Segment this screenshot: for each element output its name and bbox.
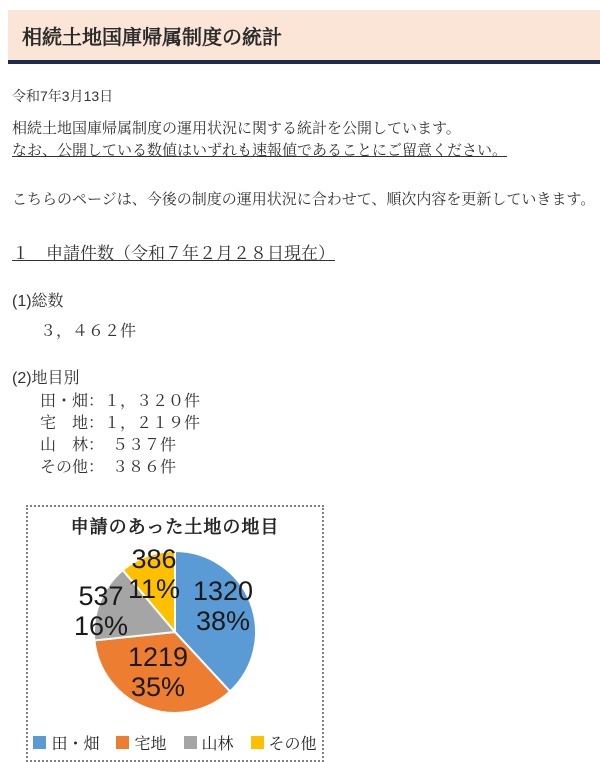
pie-label-value: 1219 <box>127 642 189 672</box>
list-item-other: その他： ３８６件 <box>40 459 177 476</box>
intro-line2-note: なお、公開している数値はいずれも速報値であることにご留意ください。 <box>12 142 508 159</box>
subsection1-label: (1)総数 <box>12 293 64 310</box>
legend-label: その他 <box>268 736 317 753</box>
subsection2-label: (2)地目別 <box>12 370 80 387</box>
total-count-value: ３，４６２件 <box>40 323 137 340</box>
land-category-list <box>40 393 600 476</box>
intro-paragraph <box>12 118 600 162</box>
section1-heading: １ 申請件数（令和７年２月２８日現在） <box>12 244 335 263</box>
pie-label-value: 537 <box>78 581 124 611</box>
pie-label-percent: 35% <box>130 672 186 702</box>
intro-line1: 相続土地国庫帰属制度の運用状況に関する統計を公開しています。 <box>12 120 461 137</box>
chart-title: 申請のあった土地の地目 <box>70 517 280 537</box>
update-note: こちらのページは、今後の制度の運用状況に合わせて、順次内容を更新していきます。 <box>12 191 596 208</box>
page <box>0 10 600 753</box>
pie-label-1 <box>128 642 188 702</box>
page-header <box>8 10 600 64</box>
pie-label-3 <box>128 544 180 604</box>
list-item-forest: 山 林： ５３７件 <box>40 437 177 454</box>
legend-label: 山林 <box>201 736 234 753</box>
pie-label-0 <box>193 576 253 636</box>
pie-label-percent: 16% <box>73 611 129 641</box>
publish-date: 令和7年3月13日 <box>12 88 114 104</box>
pie-label-value: 386 <box>131 544 177 574</box>
pie-label-value: 1320 <box>192 576 254 606</box>
pie-chart <box>26 505 324 762</box>
page-title: 相続土地国庫帰属制度の統計 <box>22 27 282 49</box>
main-content <box>12 86 600 762</box>
list-item-rice-field: 田・畑：１，３２０件 <box>40 393 201 410</box>
legend-label: 宅地 <box>134 736 167 753</box>
list-item-residential: 宅 地：１，２１９件 <box>40 415 201 432</box>
legend-label: 田・畑 <box>51 736 100 753</box>
pie-label-percent: 11% <box>127 574 181 604</box>
pie-label-2 <box>74 581 128 641</box>
pie-label-percent: 38% <box>195 606 251 636</box>
